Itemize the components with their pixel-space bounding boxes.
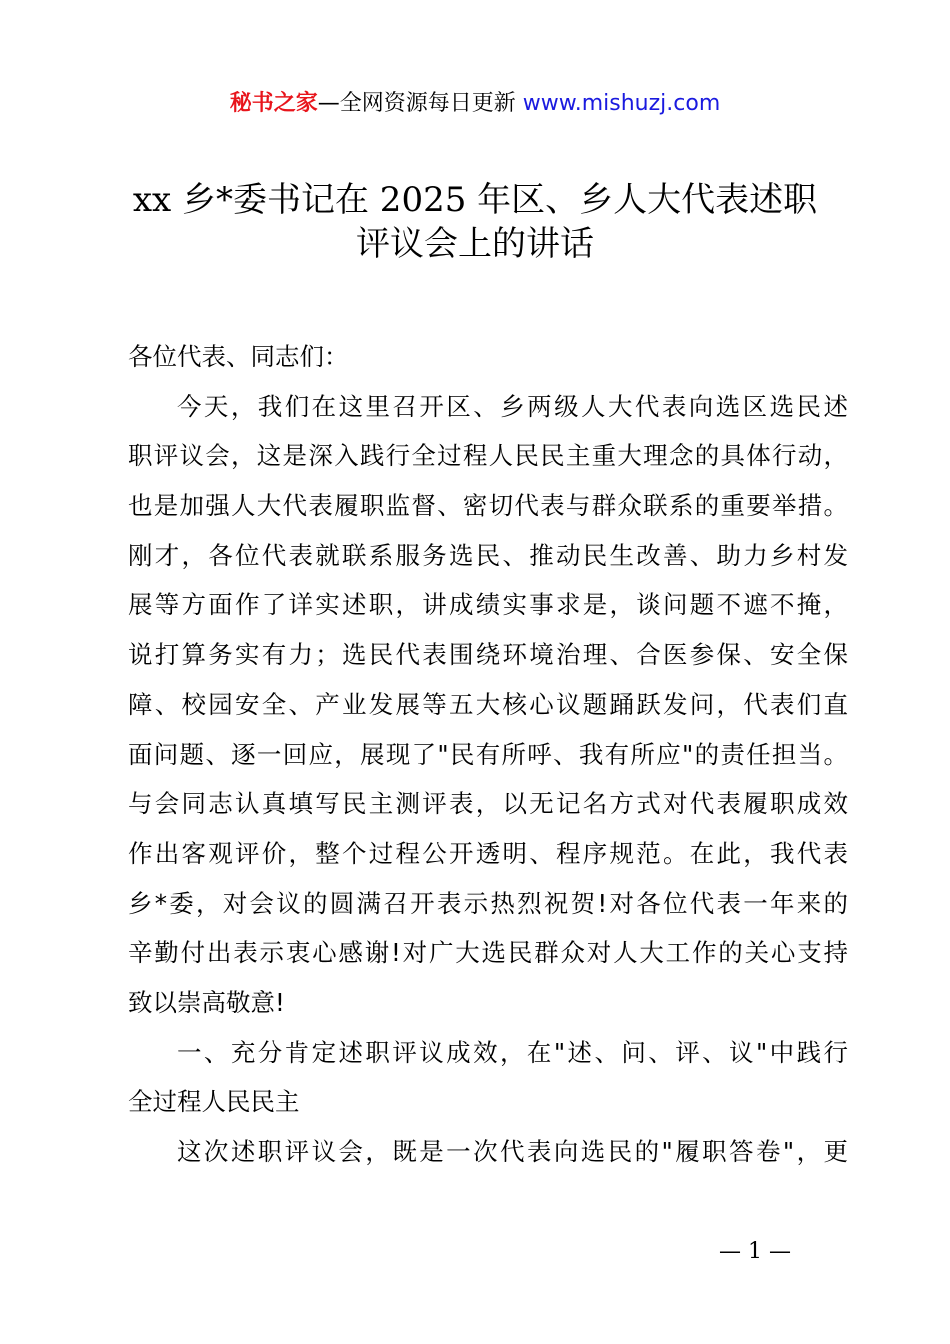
title-line-1: xx 乡*委书记在 2025 年区、乡人大代表述职: [132, 180, 818, 220]
paragraph-line: 职评议会，这是深入践行全过程人民民主重大理念的具体行动，: [128, 441, 848, 471]
title-line-2: 评议会上的讲话: [356, 224, 594, 264]
paragraph-line: 今天，我们在这里召开区、乡两级人大代表向选区选民述: [177, 391, 848, 421]
paragraph-line: 也是加强人大代表履职监督、密切代表与群众联系的重要举措。: [128, 491, 848, 521]
paragraph-1: [128, 382, 848, 1028]
section-heading-1: [128, 1028, 848, 1127]
paragraph-line: 展等方面作了详实述职，讲成绩实事求是，谈问题不遮不掩，: [128, 590, 848, 620]
paragraph-line: 面问题、逐一回应，展现了"民有所呼、我有所应"的责任担当。: [128, 739, 848, 769]
brand-name: 秘书之家: [229, 91, 318, 116]
salutation: 各位代表、同志们：: [128, 342, 349, 371]
document-title: [0, 178, 950, 266]
heading-line: 一、充分肯定述职评议成效，在"述、问、评、议"中践行: [177, 1037, 848, 1067]
paragraph-line: 这次述职评议会，既是一次代表向选民的"履职答卷"，更: [177, 1137, 848, 1166]
paragraph-2: [128, 1127, 848, 1177]
site-url-link[interactable]: www.mishuzj.com: [522, 91, 721, 116]
paragraph-line: 说打算务实有力；选民代表围绕环境治理、合医参保、安全保: [128, 640, 848, 670]
paragraph-line: 致以崇高敬意!: [128, 987, 285, 1017]
paragraph-line: 障、校园安全、产业发展等五大核心议题踊跃发问，代表们直: [128, 689, 848, 719]
paragraph-line: 辛勤付出表示衷心感谢!对广大选民群众对人大工作的关心支持: [128, 938, 848, 968]
heading-line: 全过程人民民主: [128, 1087, 300, 1117]
paragraph-line: 作出客观评价，整个过程公开透明、程序规范。在此，我代表: [128, 838, 848, 868]
paragraph-line: 乡*委，对会议的圆满召开表示热烈祝贺!对各位代表一年来的: [128, 888, 848, 918]
page-number: — 1 —: [719, 1239, 791, 1264]
paragraph-line: 与会同志认真填写民主测评表，以无记名方式对代表履职成效: [128, 789, 848, 819]
document-body: [128, 332, 848, 1177]
banner-slogan: —全网资源每日更新: [317, 91, 516, 116]
site-banner: [0, 88, 950, 120]
paragraph-line: 刚才，各位代表就联系服务选民、推动民生改善、助力乡村发: [128, 540, 848, 570]
